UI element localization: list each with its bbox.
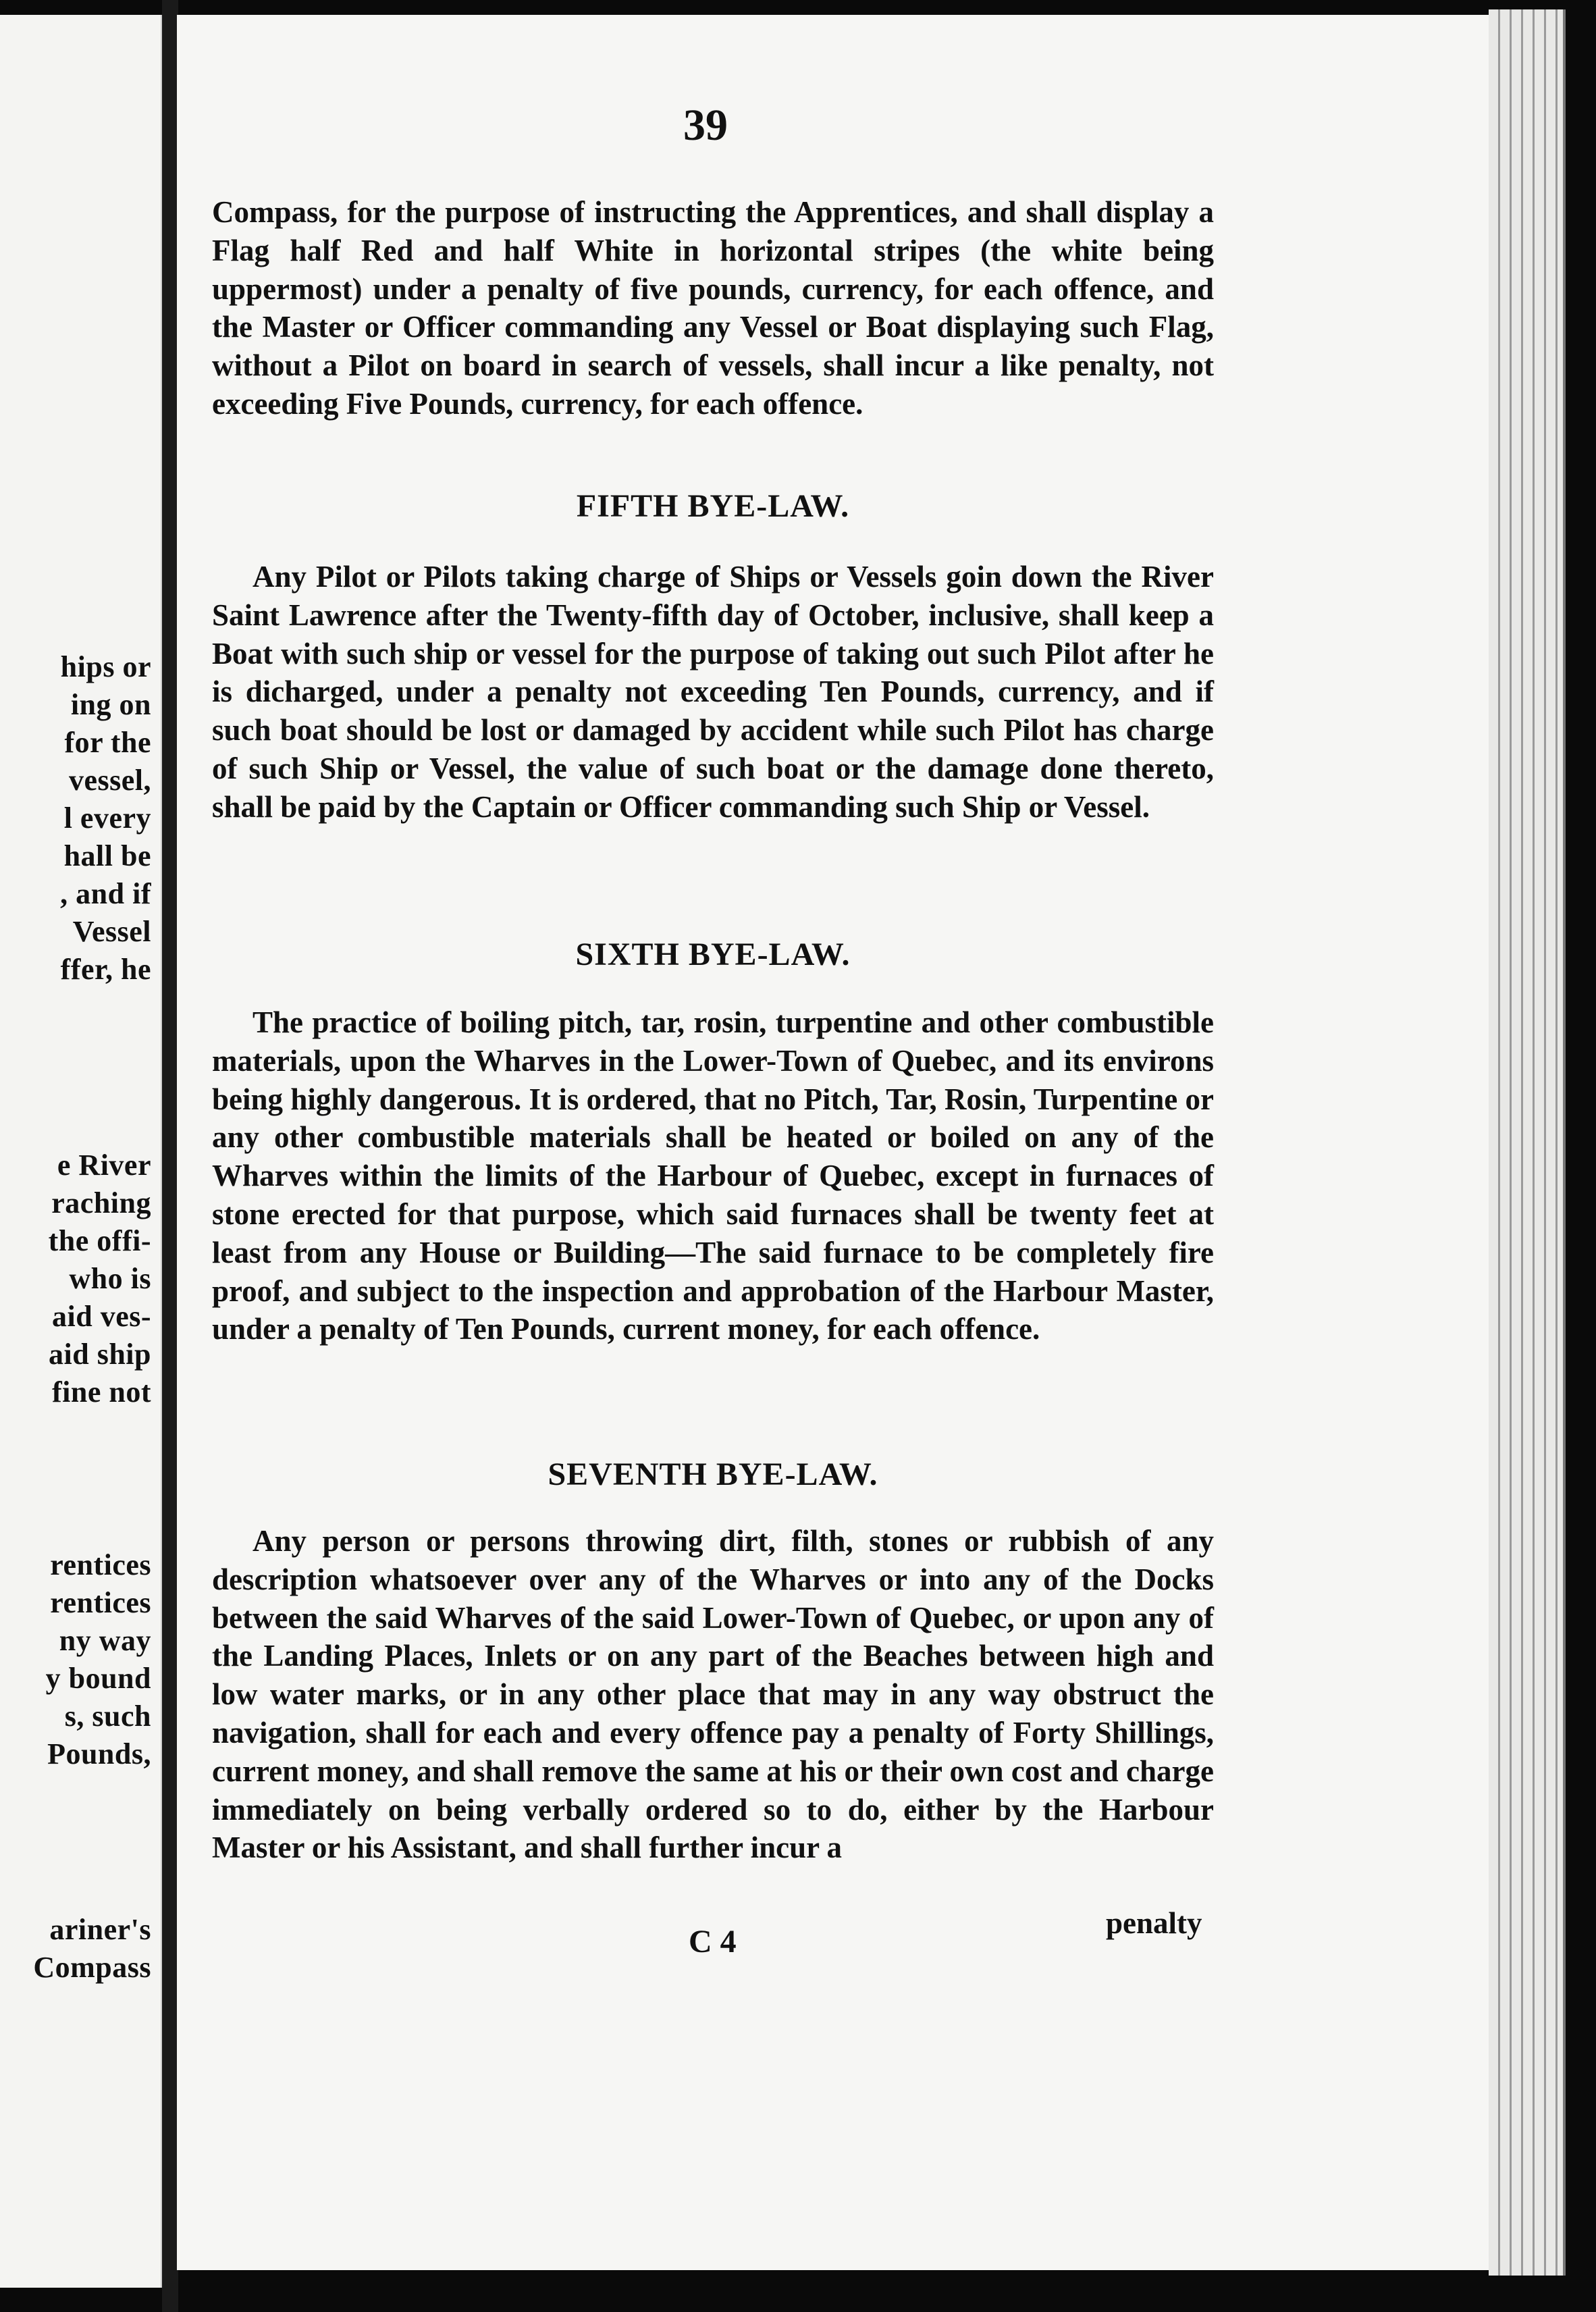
signature-mark: C 4 (689, 1924, 737, 1960)
paragraph-text: Any person or persons throwing dirt, filth, stones or rubbish of any description whatsoever over any of the Wharves or into any of the Docks between the said Wharves of the said Lower-Town of Quebec, or upon any of the Landing Places, Inlets or on any part of the Beaches between high and low water marks, or in any other place that may in any way obstruct the navigation, shall for each and every offence pay a penalty of Forty Shillings, current money, and shall remove the same at his or their own cost and charge immediately on being verbally ordered so to do, either by the Harbour Master or his Assistant, and shall further incur a (212, 1524, 1214, 1865)
previous-page-line: vessel, (68, 764, 151, 797)
previous-page-line: who is (69, 1262, 151, 1295)
previous-page-line: ariner's (49, 1913, 151, 1946)
previous-page-line: hall be (63, 839, 151, 872)
paragraph-text: Compass, for the purpose of instructing the Apprentices, and shall display a Flag half Red and half White in horizontal stripes (the white being uppermost) under a penalty of five pounds, currency, for each offence, and the Master or Officer commanding any Vessel or Boat displaying such Flag, without a Pilot on board in search of vessels, shall incur a like penalty, not exceeding Five Pounds, currency, for each offence. (212, 195, 1214, 421)
previous-page-line: for the (64, 726, 151, 759)
section-heading: SEVENTH BYE-LAW. (548, 1456, 878, 1492)
section-body (212, 1522, 1214, 1867)
previous-page-line: aid ship (49, 1338, 151, 1371)
section-heading: FIFTH BYE-LAW. (576, 488, 850, 524)
catchword: penalty (1106, 1906, 1202, 1940)
section-body (212, 558, 1214, 826)
paragraph-text: The practice of boiling pitch, tar, rosin, turpentine and other combustible materials, upon the Wharves in the Lower-Town of Quebec, and its environs being highly dangerous. It is ordered, that no Pitch, Tar, Rosin, Turpentine or any other combustible materials shall be heated or boiled on any of the Wharves within the limits of the Harbour of Quebec, except in furnaces of stone erected for that purpose, which said furnaces shall be twenty feet at least from any House or Building—The said furnace to be completely fire proof, and subject to the inspection and approbation of the Harbour Master, under a penalty of Ten Pounds, current money, for each offence. (212, 1005, 1214, 1346)
opening-paragraph (212, 193, 1214, 423)
previous-page-line: Compass (33, 1951, 151, 1984)
page-edges (1489, 9, 1566, 2276)
previous-page-line: aid ves- (52, 1300, 151, 1333)
previous-page-line: fine not (52, 1375, 151, 1409)
previous-page-line: rentices (50, 1586, 151, 1619)
section-body (212, 1003, 1214, 1348)
previous-page-line: ny way (59, 1624, 151, 1657)
previous-page-line: s, such (64, 1700, 151, 1733)
previous-page-line: rentices (50, 1548, 151, 1581)
previous-page-line: l every (63, 802, 151, 835)
section-heading: SIXTH BYE-LAW. (575, 937, 851, 972)
page-number: 39 (683, 101, 728, 150)
previous-page-line: Pounds, (47, 1737, 151, 1770)
previous-page-line: Vessel (72, 915, 151, 948)
previous-page-line: y bound (45, 1662, 151, 1695)
previous-page-line: the offi- (48, 1224, 151, 1257)
previous-page-line: ing on (70, 688, 151, 721)
previous-page-line: ffer, he (60, 953, 151, 986)
paragraph-text: Any Pilot or Pilots taking charge of Ships or Vessels goin down the River Saint Lawrence after the Twenty-fifth day of October, inclusive, shall keep a Boat with such ship or vessel for the purpose of taking out such Pilot after he is dicharged, under a penalty not exceeding Ten Pounds, currency, and if such boat should be lost or damaged by accident while such Pilot has charge of such Ship or Vessel, the value of such boat or the damage done thereto, shall be paid by the Captain or Officer commanding such Ship or Vessel. (212, 560, 1214, 824)
previous-page-line: e River (57, 1149, 151, 1182)
book-gutter (162, 0, 178, 2312)
previous-page-fragment (0, 15, 162, 2288)
previous-page-line: , and if (60, 877, 151, 910)
previous-page-line: hips or (60, 650, 151, 683)
previous-page-line: raching (51, 1186, 151, 1219)
